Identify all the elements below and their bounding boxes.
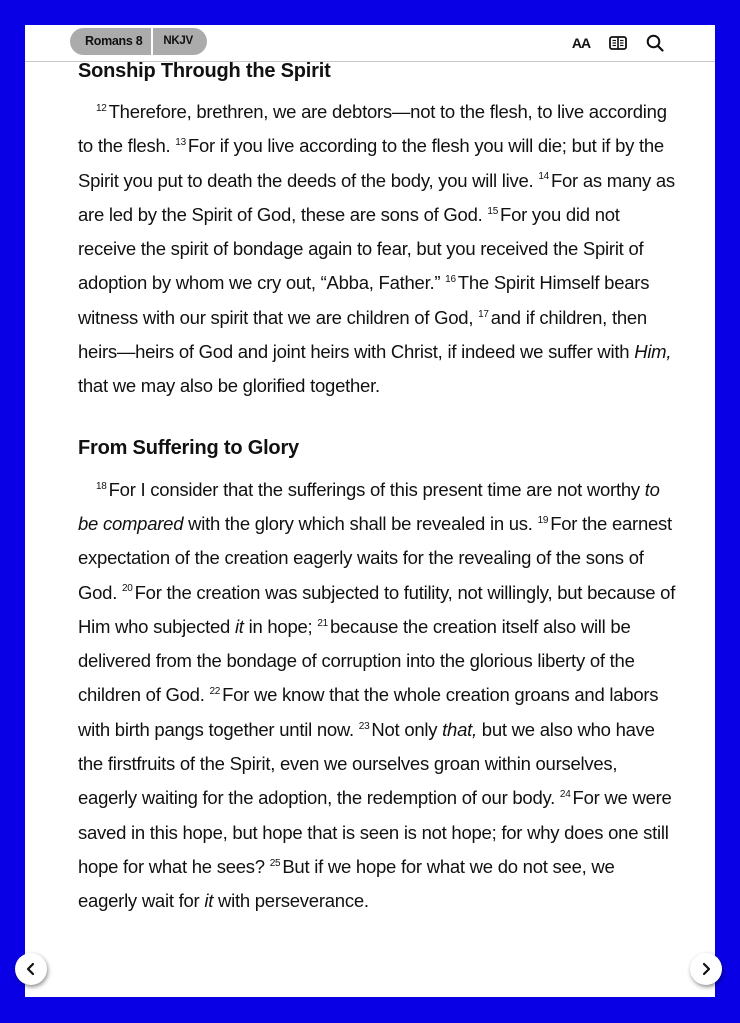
chapter-content [78,58,678,919]
verse-number: 16 [445,274,456,286]
verse-italic: Him, [634,341,672,363]
verse-text: in hope; [248,615,313,637]
reader-header [25,25,715,62]
verse-text: For you did not receive the spirit of bondage again to fear, but you received the Spirit of adoption by whom we cry out, “Abba, Father.” [78,203,644,294]
chevron-left-icon [25,962,37,976]
verse-text: The Spirit Himself bears witness with our spirit that we are children of God, [78,272,650,328]
verse-number: 14 [538,171,549,183]
verse-number: 15 [487,205,499,217]
paragraph [78,95,678,404]
book-view-icon[interactable] [608,33,628,53]
verse-number: 19 [537,514,549,526]
verse-text: with the glory which shall be revealed in us. [188,512,533,534]
verse-text: because the creation itself also will be delivered from the bondage of corruption into the glorious liberty of the children of God. [78,615,635,706]
verse-text: Not only [371,718,438,740]
verse-number: 23 [358,720,370,732]
section-heading: Sonship Through the Spirit [78,60,331,82]
verse-text: but we also who have the firstfruits of the Spirit, even we ourselves groan within ourselves, eagerly waiting for the adoption, the redemption of our body. [78,718,655,809]
verse-text: For the earnest expectation of the creation eagerly waits for the revealing of the sons of God. [78,512,672,603]
search-icon[interactable] [645,33,665,53]
verse-text: Therefore, brethren, we are debtors—not to the flesh, to live according to the flesh. [78,101,667,157]
verse-number: 12 [96,102,107,114]
text-size-icon[interactable] [571,33,591,53]
verse-text: For the creation was subjected to futility, not willingly, but because of Him who subjected [78,581,676,637]
verse-text: For we were saved in this hope, but hope that is seen is not hope; for why does one still hope for what he sees? [78,787,672,877]
verse-number: 25 [269,857,281,869]
verse-number: 18 [96,480,107,492]
verse-number: 13 [175,137,186,149]
verse-text: For I consider that the sufferings of this present time are not worthy [108,478,640,500]
verse-text: But if we hope for what we do not see, we eagerly wait for [78,855,615,912]
book-chapter-button[interactable]: Romans 8 [70,28,151,55]
verse-number: 21 [317,617,328,629]
verse-text: For if you live according to the flesh you will die; but if by the Spirit you put to death the deeds of the body, you will live. [78,135,664,191]
verse-italic: to be compared [78,478,660,534]
verse-number: 24 [559,789,571,801]
verse-number: 17 [478,308,489,320]
passage-selector [70,28,207,55]
verse-text: For we know that the whole creation groans and labors with birth pangs together until now. [78,684,659,740]
reader-panel [25,25,715,997]
chevron-right-icon [700,962,712,976]
verse-italic: that, [442,718,477,740]
text-size-label: AA [571,35,591,51]
next-chapter-button[interactable] [690,953,722,985]
version-button[interactable]: NKJV [153,28,206,55]
verse-text: that we may also be glorified together. [78,375,380,397]
paragraph [78,473,678,919]
verse-number: 22 [209,686,221,698]
verse-text: and if children, then heirs—heirs of God and joint heirs with Christ, if indeed we suffer with [78,306,647,363]
verse-text: with perseverance. [217,890,369,912]
previous-chapter-button[interactable] [15,953,47,985]
verse-italic: it [234,615,244,637]
verse-text: For as many as are led by the Spirit of God, these are sons of God. [78,169,675,225]
section-heading: From Suffering to Glory [78,436,299,459]
verse-italic: it [204,890,214,912]
verse-number: 20 [122,583,133,595]
